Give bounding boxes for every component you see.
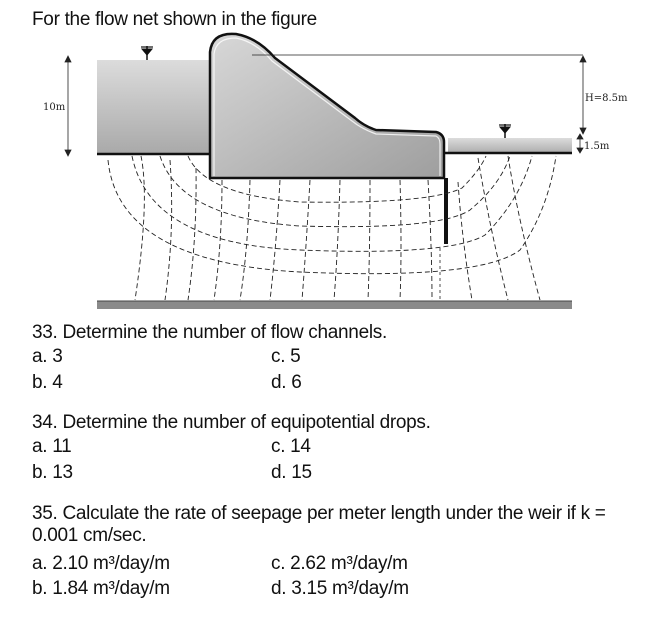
upstream-water-level-icon [141,46,153,60]
question-33-option-c: c. 5 [271,346,301,367]
upstream-water [97,60,210,154]
question-34-option-a: a. 11 [32,436,72,457]
downstream-water-level-icon [499,124,511,138]
question-35-option-b: b. 1.84 m³/day/m [32,578,170,599]
question-33: 33. Determine the number of flow channels. [32,322,387,343]
question-35: 35. Calculate the rate of seepage per meter length under the weir if k = 0.001 cm/sec. [32,503,606,546]
question-33-option-b: b. 4 [32,372,63,393]
depth-dimension [65,56,71,156]
downstream-water [448,138,572,154]
question-35-option-a: a. 2.10 m³/day/m [32,553,170,574]
question-34-option-b: b. 13 [32,462,73,483]
tail-label: 1.5m [584,141,610,152]
question-33-option-a: a. 3 [32,346,63,367]
question-34: 34. Determine the number of equipotential drops. [32,412,431,433]
impermeable-layer [97,301,572,309]
weir-body [210,34,444,178]
question-34-option-d: d. 15 [271,462,312,483]
question-33-option-d: d. 6 [271,372,302,393]
question-35-option-d: d. 3.15 m³/day/m [271,578,409,599]
tail-dimension [577,134,583,153]
head-label: H=8.5m [585,93,628,104]
depth-label: 10m [43,102,66,113]
figure-caption: For the flow net shown in the figure [32,9,317,30]
question-35-option-c: c. 2.62 m³/day/m [271,553,408,574]
question-34-option-c: c. 14 [271,436,311,457]
